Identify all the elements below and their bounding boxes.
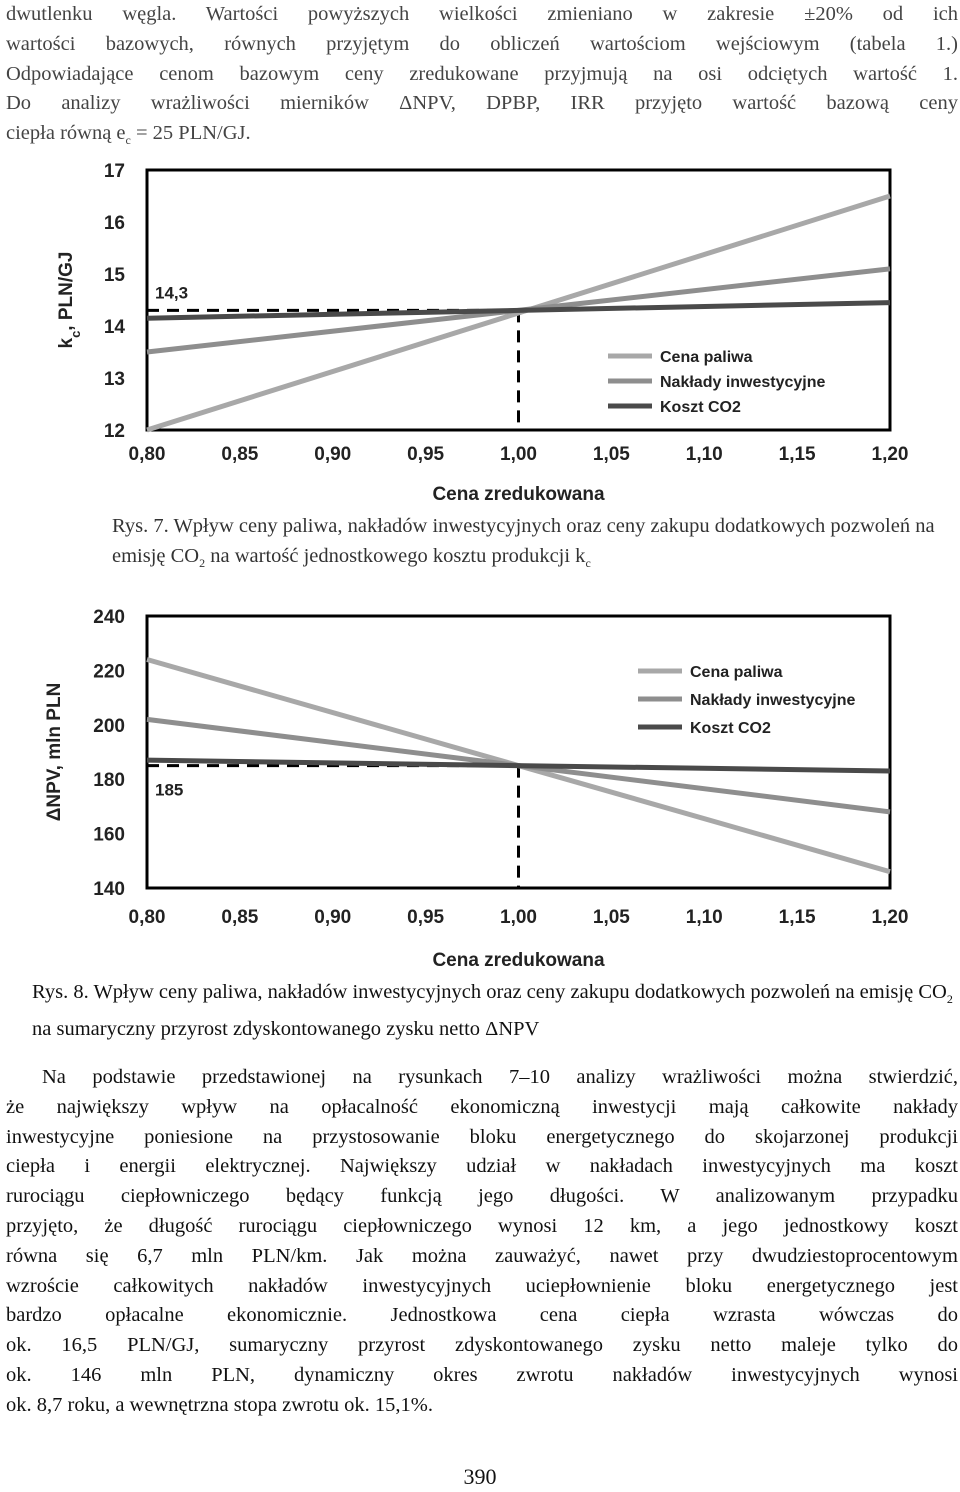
text-fragment: pozwoleń na emisję CO: [750, 981, 947, 1003]
x-tick-label: 1,15: [778, 907, 816, 928]
legend-label: Koszt CO2: [690, 720, 771, 737]
y-axis-label-part: , PLN/GJ: [56, 251, 77, 331]
y-axis-label-subscript: c: [67, 330, 83, 338]
y-tick-label: 220: [93, 661, 125, 683]
y-tick-label: 140: [93, 879, 125, 900]
text-line: wzroście całkowitych nakładów inwestycyjnych uciepłownienie bloku energetycznego jest: [6, 1274, 958, 1297]
y-tick-label: 200: [93, 715, 125, 737]
caption-line: Rys. 7. Wpływ ceny paliwa, nakładów inwestycyjnych oraz ceny zakupu dodatkowych: [112, 515, 826, 537]
x-tick-label: 0,95: [407, 907, 445, 928]
figure-7-caption: [112, 512, 960, 579]
y-axis-label: ΔNPV, mln PLN: [44, 682, 65, 822]
x-axis-label: Cena zredukowana: [432, 950, 605, 971]
figure-7-chart: [0, 150, 960, 510]
legend-label: Koszt CO2: [660, 399, 741, 416]
x-tick-label: 0,80: [128, 444, 166, 465]
text-fragment: pozwoleń na emisję CO: [112, 515, 935, 567]
x-tick-label: 1,20: [871, 907, 909, 928]
legend-label: Cena paliwa: [690, 664, 783, 681]
text-line: rurociągu ciepłowniczego będący funkcją jego długości. W analizowanym przypadku: [6, 1185, 958, 1208]
y-tick-label: 180: [93, 770, 125, 792]
text-fragment: ciepła równą e: [6, 122, 126, 145]
x-tick-label: 1,20: [871, 444, 909, 465]
subscript: c: [585, 555, 591, 570]
text-fragment: na sumaryczny przyrost zdyskontowanego zysku netto ΔNPV: [32, 1017, 540, 1040]
text-line: ok. 146 mln PLN, dynamiczny okres zwrotu nakładów inwestycyjnych wynosi: [6, 1363, 958, 1386]
reference-value-label: 14,3: [155, 283, 189, 303]
text-line: przyjęto, że długość rurociągu ciepłowniczego wynosi 12 km, a jego jednostkowy koszt: [6, 1214, 958, 1237]
y-tick-label: 12: [103, 421, 125, 442]
x-tick-label: 0,85: [221, 444, 259, 465]
legend-label: Nakłady inwestycyjne: [660, 374, 826, 391]
y-axis-label-part: k: [56, 337, 77, 349]
text-line: Do analizy wrażliwości mierników ΔNPV, DPBP, IRR przyjęto wartość bazową ceny: [6, 92, 958, 115]
text-line: ok. 8,7 roku, a wewnętrzna stopa zwrotu ok. 15,1%.: [6, 1393, 433, 1416]
text-fragment: = 25 PLN/GJ.: [130, 122, 251, 145]
x-tick-label: 0,80: [128, 907, 166, 928]
text-line: dwutlenku węgla. Wartości powyższych wielkości zmieniano w zakresie ±20% od ich: [6, 3, 958, 25]
figure-8-chart: [0, 596, 960, 976]
legend-label: Nakłady inwestycyjne: [690, 692, 856, 709]
y-tick-label: 14: [103, 317, 125, 338]
conclusion-paragraph: [6, 1063, 958, 1421]
text-line: wartości bazowych, równych przyjętym do obliczeń wartościom wejściowym (tabela 1.): [6, 32, 958, 55]
x-tick-label: 1,10: [685, 444, 723, 465]
y-tick-label: 17: [103, 161, 125, 182]
page-number: 390: [463, 1464, 497, 1489]
figure-8-caption: [32, 978, 960, 1045]
y-tick-label: 13: [103, 369, 125, 390]
x-tick-label: 0,90: [314, 907, 352, 928]
text-line: ciepła i energii elektrycznej. Największy udział w nakładach inwestycyjnych ma koszt: [6, 1155, 958, 1178]
x-tick-label: 1,05: [592, 907, 630, 928]
text-line: bardzo opłacalne ekonomicznie. Jednostkowa cena ciepła wzrasta wówczas do: [6, 1304, 958, 1327]
text-line: Odpowiadające cenom bazowym ceny zredukowane przyjmują na osi odciętych wartość 1.: [6, 62, 958, 85]
x-tick-label: 1,00: [500, 444, 537, 465]
x-tick-label: 1,00: [500, 907, 537, 928]
subscript: 2: [946, 992, 953, 1007]
x-axis-label: Cena zredukowana: [432, 484, 605, 505]
text-line: ok. 16,5 PLN/GJ, sumaryczny przyrost zdyskontowanego zysku netto maleje tylko do: [6, 1334, 958, 1357]
y-axis-label: [56, 252, 83, 349]
legend-label: Cena paliwa: [660, 349, 753, 366]
x-tick-label: 0,90: [314, 444, 352, 465]
text-fragment: na wartość jednostkowego kosztu produkcji k: [205, 544, 586, 567]
y-tick-label: 240: [93, 607, 125, 628]
text-line: inwestycyjne poniesione na przystosowanie bloku energetycznego do skojarzonej produkcji: [6, 1125, 958, 1148]
x-tick-label: 1,15: [778, 444, 816, 465]
intro-paragraph: [6, 0, 958, 156]
x-tick-label: 0,95: [407, 444, 445, 465]
caption-line: Rys. 8. Wpływ ceny paliwa, nakładów inwestycyjnych oraz ceny zakupu dodatkowych: [32, 981, 746, 1003]
text-line: że największy wpływ na opłacalność ekonomiczną inwestycji mają całkowite nakłady: [6, 1095, 958, 1118]
subscript: c: [125, 133, 131, 148]
x-tick-label: 0,85: [221, 907, 259, 928]
y-tick-label: 160: [93, 824, 125, 846]
reference-value-label: 185: [155, 780, 184, 800]
subscript: 2: [199, 555, 206, 570]
text-line: Na podstawie przedstawionej na rysunkach 7–10 analizy wrażliwości można stwierdzić,: [42, 1066, 958, 1088]
x-tick-label: 1,05: [592, 444, 630, 465]
x-tick-label: 1,10: [685, 907, 723, 928]
y-tick-label: 16: [103, 213, 125, 234]
text-line: równa się 6,7 mln PLN/km. Jak można zauważyć, nawet przy dwudziestoprocentowym: [6, 1244, 958, 1267]
y-tick-label: 15: [103, 265, 125, 286]
